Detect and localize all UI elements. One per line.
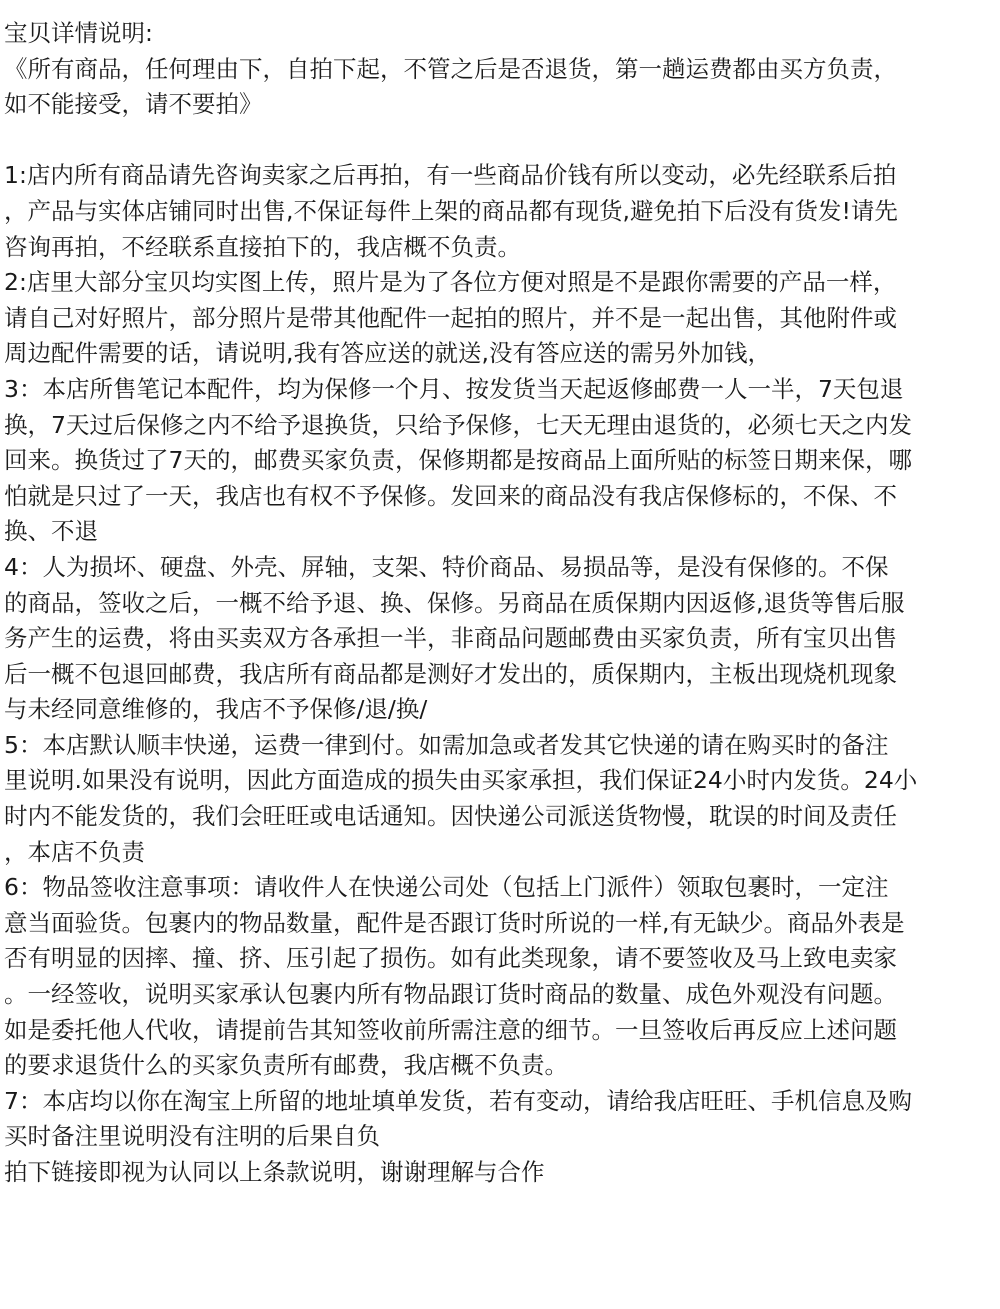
- policy-line: 拍下链接即视为认同以上条款说明，谢谢理解与合作: [4, 1158, 545, 1186]
- policy-line: 与未经同意维修的，我店不予保修/退/换/: [4, 695, 428, 724]
- policy-line: 的要求退货什么的买家负责所有邮费，我店概不负责。: [4, 1051, 568, 1080]
- notice-line: 如不能接受，请不要拍》: [4, 90, 263, 119]
- policy-line: ，产品与实体店铺同时出售,不保证每件上架的商品都有现货,避免拍下后没有货发!请先: [4, 196, 898, 225]
- policy-line: 时内不能发货的，我们会旺旺或电话通知。因快递公司派送货物慢，耽误的时间及责任: [4, 802, 897, 831]
- policy-line: 意当面验货。包裹内的物品数量，配件是否跟订货时所说的一样,有无缺少。商品外表是: [4, 908, 905, 937]
- policy-line: 。一经签收，说明买家承认包裹内所有物品跟订货时商品的数量、成色外观没有问题。: [4, 980, 897, 1009]
- document-heading: 宝贝详情说明:: [4, 19, 153, 47]
- policy-line: 的商品，签收之后，一概不给予退、换、保修。另商品在质保期内因返修,退货等售后服: [4, 588, 905, 617]
- policy-line: 换，7天过后保修之内不给予退换货，只给予保修，七天无理由退货的，必须七天之内发: [4, 410, 912, 439]
- policy-line: 2:店里大部分宝贝均实图上传，照片是为了各位方便对照是不是跟你需要的产品一样，: [4, 268, 897, 297]
- policy-document: [4, 16, 998, 1191]
- policy-line: 7：本店均以你在淘宝上所留的地址填单发货，若有变动，请给我店旺旺、手机信息及购: [4, 1086, 912, 1115]
- policy-line: 1:店内所有商品请先咨询卖家之后再拍，有一些商品价钱有所以变动，必先经联系后拍: [4, 161, 897, 190]
- policy-line: 咨询再拍，不经联系直接拍下的，我店概不负责。: [4, 232, 521, 261]
- policy-line: 周边配件需要的话，请说明,我有答应送的就送,没有答应送的需另外加钱，: [4, 339, 771, 368]
- policy-line: 里说明.如果没有说明，因此方面造成的损失由买家承担，我们保证24小时内发货。24小: [4, 766, 918, 795]
- policy-line: 请自己对好照片，部分照片是带其他配件一起拍的照片，并不是一起出售，其他附件或: [4, 303, 897, 332]
- policy-line: ，本店不负责: [4, 837, 145, 866]
- policy-line: 后一概不包退回邮费，我店所有商品都是测好才发出的，质保期内，主板出现烧机现象: [4, 659, 897, 688]
- policy-line: 怕就是只过了一天，我店也有权不予保修。发回来的商品没有我店保修标的，不保、不: [4, 481, 897, 510]
- policy-line: 买时备注里说明没有注明的后果自负: [4, 1122, 380, 1151]
- policy-line: 否有明显的因摔、撞、挤、压引起了损伤。如有此类现象，请不要签收及马上致电卖家: [4, 944, 897, 973]
- policy-line: 5：本店默认顺丰快递，运费一律到付。如需加急或者发其它快递的请在购买时的备注: [4, 730, 889, 759]
- policy-line: 4：人为损坏、硬盘、外壳、屏轴，支架、特价商品、易损品等，是没有保修的。不保: [4, 552, 889, 581]
- policy-line: 6：物品签收注意事项：请收件人在快递公司处（包括上门派件）领取包裹时，一定注: [4, 873, 889, 902]
- policy-line: 3：本店所售笔记本配件，均为保修一个月、按发货当天起返修邮费一人一半，7天包退: [4, 374, 904, 403]
- policy-line: 务产生的运费，将由买卖双方各承担一半，非商品问题邮费由买家负责，所有宝贝出售: [4, 624, 897, 653]
- paragraph-spacer: [4, 123, 998, 159]
- policy-line: 回来。换货过了7天的，邮费买家负责，保修期都是按商品上面所贴的标签日期来保，哪: [4, 446, 912, 475]
- notice-line: 《所有商品，任何理由下，自拍下起，不管之后是否退货，第一趟运费都由买方负责，: [4, 54, 897, 83]
- policy-body: [4, 158, 998, 1190]
- policy-line: 如是委托他人代收，请提前告其知签收前所需注意的细节。一旦签收后再反应上述问题: [4, 1015, 897, 1044]
- policy-line: 换、不退: [4, 517, 98, 546]
